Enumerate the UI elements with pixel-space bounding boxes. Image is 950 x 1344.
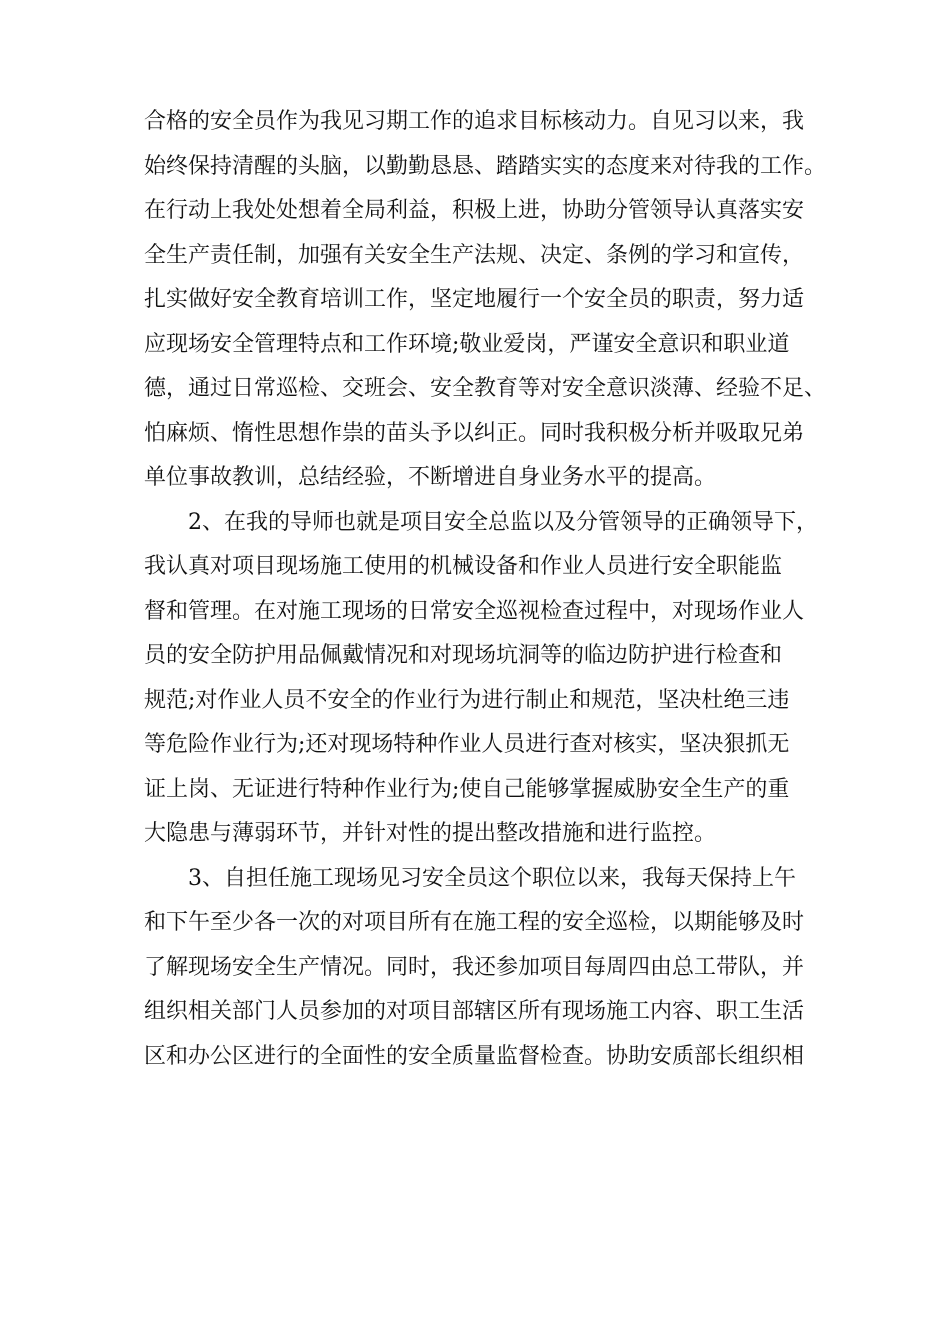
text-line: 全生产责任制，加强有关安全生产法规、决定、条例的学习和宣传， [144,242,805,268]
text-line: 区和办公区进行的全面性的安全质量监督检查。协助安质部长组织相 [144,1043,805,1069]
text-line: 扎实做好安全教育培训工作，坚定地履行一个安全员的职责，努力适 [144,287,805,312]
text-line: 大隐患与薄弱环节，并针对性的提出整改措施和进行监控。 [144,821,717,846]
text-line: 规范;对作业人员不安全的作业行为进行制止和规范，坚决杜绝三违 [144,687,790,713]
text-line: 督和管理。在对施工现场的日常安全巡视检查过程中，对现场作业人 [144,598,805,624]
text-line: 和下午至少各一次的对项目所有在施工程的安全巡检，以期能够及时 [144,910,805,935]
text-line: 应现场安全管理特点和工作环境;敬业爱岗，严谨安全意识和职业道 [144,331,790,357]
text-line: 组织相关部门人员参加的对项目部辖区所有现场施工内容、职工生活 [144,999,805,1024]
text-line: 我认真对项目现场施工使用的机械设备和作业人员进行安全职能监 [144,554,783,579]
paragraph-start-line: 2、在我的导师也就是项目安全总监以及分管领导的正确领导下， [188,509,818,535]
text-line: 了解现场安全生产情况。同时，我还参加项目每周四由总工带队，并 [144,954,805,980]
text-line: 合格的安全员作为我见习期工作的追求目标核动力。自见习以来，我 [144,109,805,134]
text-line: 证上岗、无证进行特种作业行为;使自己能够掌握威胁安全生产的重 [144,776,790,802]
text-line: 等危险作业行为;还对现场特种作业人员进行查对核实，坚决狠抓无 [144,732,790,757]
text-line: 怕麻烦、惰性思想作祟的苗头予以纠正。同时我积极分析并吸取兄弟 [144,420,805,446]
text-line: 德，通过日常巡检、交班会、安全教育等对安全意识淡薄、经验不足、 [144,376,827,401]
paragraph-start-line: 3、自担任施工现场见习安全员这个职位以来，我每天保持上午 [188,865,796,891]
text-line: 始终保持清醒的头脑，以勤勤恳恳、踏踏实实的态度来对待我的工作。 [144,153,827,179]
text-line: 单位事故教训，总结经验，不断增进自身业务水平的提高。 [144,465,717,490]
text-line: 在行动上我处处想着全局利益，积极上进，协助分管领导认真落实安 [144,198,805,223]
text-line: 员的安全防护用品佩戴情况和对现场坑洞等的临边防护进行检查和 [144,643,783,668]
body-text [144,100,827,1079]
